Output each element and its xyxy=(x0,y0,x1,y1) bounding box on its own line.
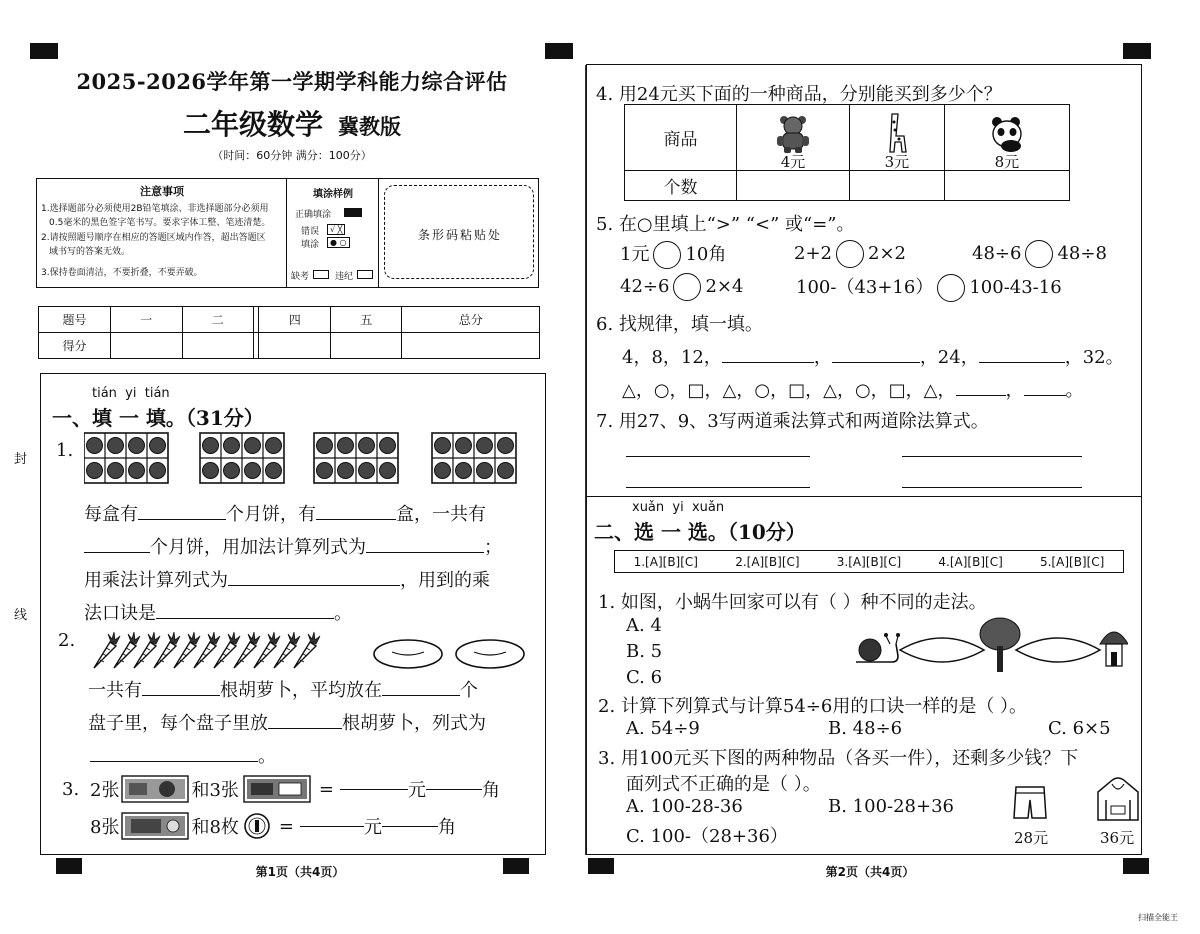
compare-left: 1元 xyxy=(620,244,650,265)
q2-number: 2. xyxy=(58,630,76,651)
hoodie-icon xyxy=(1094,776,1142,824)
compare-item xyxy=(794,240,906,268)
answer-blank[interactable] xyxy=(426,789,482,790)
s2q3-line1: 3. 用100元买下图的两种物品（各买一件），还剩多少钱？下 xyxy=(598,748,1079,769)
answer-option-group[interactable]: 3.[A][B][C] xyxy=(836,554,902,569)
subject-heading xyxy=(52,103,532,143)
answer-blank[interactable] xyxy=(138,519,226,520)
score-header-cell: 题号 xyxy=(39,307,111,333)
score-table xyxy=(38,306,540,359)
answer-blank[interactable] xyxy=(142,695,220,696)
answer-blank[interactable] xyxy=(316,519,396,520)
score-header-cell: 总分 xyxy=(402,307,540,333)
notice-item: 3.保持卷面清洁，不要折叠，不要弄破。 xyxy=(41,268,203,278)
s2q3-option-b: B. 100-28+36 xyxy=(828,796,954,817)
s2q3-option-c: C. 100-（28+36） xyxy=(626,826,788,847)
answer-blank[interactable] xyxy=(90,761,258,762)
binding-text-line: 线 xyxy=(14,608,28,623)
banknote-10jiao-icon xyxy=(243,775,311,803)
q3-line2 xyxy=(90,812,456,840)
goods-bear-cell xyxy=(737,105,850,171)
shorts-icon xyxy=(1012,784,1048,822)
violation-label: 违纪 xyxy=(335,272,354,282)
q2-line2 xyxy=(88,709,486,735)
answer-blank[interactable] xyxy=(366,552,484,553)
binding-text-seal: 封 xyxy=(14,452,28,467)
q3-text: 角 xyxy=(438,817,456,838)
compare-right: 100-43-16 xyxy=(969,277,1062,298)
banknote-5jiao-icon xyxy=(121,812,189,840)
q1-line3 xyxy=(84,566,490,592)
answer-option-group[interactable]: 2.[A][B][C] xyxy=(735,554,800,569)
registration-mark xyxy=(588,858,614,874)
s2q2-text: 2. 计算下列算式与计算54÷6用的口诀一样的是（ ）。 xyxy=(598,696,1028,717)
score-label-cell: 得分 xyxy=(39,333,111,359)
s2q1-option-c: C. 6 xyxy=(626,667,663,688)
notice-item: 0.5毫米的黑色签字笔书写。要求字体工整、笔迹清楚。 xyxy=(49,218,271,228)
correct-fill-label: 正确填涂 xyxy=(295,210,332,220)
compare-right: 2×4 xyxy=(705,276,744,297)
q3-text: 元 xyxy=(364,817,382,838)
notice-box xyxy=(36,178,539,288)
compare-circle[interactable] xyxy=(937,274,965,302)
compare-item xyxy=(620,273,743,301)
section-divider xyxy=(586,496,1142,497)
score-input-cell[interactable] xyxy=(182,333,254,359)
score-header-cell: 五 xyxy=(330,307,402,333)
q2-text: 一共有 xyxy=(88,680,142,701)
q7-text: 7. 用27、9、3写两道乘法算式和两道除法算式。 xyxy=(596,411,989,432)
sequence-text: ，24， xyxy=(919,347,979,368)
edition-label: 冀教版 xyxy=(338,114,402,139)
absent-label: 缺考 xyxy=(291,272,310,282)
giraffe-price: 3元 xyxy=(884,153,910,171)
sequence-text: ，32。 xyxy=(1064,347,1124,368)
q1-text: 个月饼，有 xyxy=(226,504,316,525)
table-row xyxy=(39,333,540,359)
answer-blank[interactable] xyxy=(382,695,460,696)
s2q1-option-a: A. 4 xyxy=(626,615,662,636)
compare-left: 2+2 xyxy=(794,243,832,264)
page-number-2: 第2页（共4页） xyxy=(825,865,915,879)
sequence-text: ， xyxy=(1005,380,1024,401)
barcode-label: 条形码粘贴处 xyxy=(417,228,502,242)
absent-checkbox[interactable] xyxy=(313,270,329,279)
shorts-price: 28元 xyxy=(1014,829,1049,847)
sequence-text: 。 xyxy=(1065,380,1084,401)
section2-title: 二、选 一 选。（10分） xyxy=(594,520,806,544)
s2q1-text: 1. 如图，小蜗牛回家可以有（ ）种不同的走法。 xyxy=(598,592,987,613)
answer-blank[interactable] xyxy=(228,585,400,586)
q3-text: 和8枚 xyxy=(191,817,239,838)
q2-line1 xyxy=(88,676,478,702)
wrong-fill-label: 填涂 xyxy=(301,240,320,250)
q1-text: 每盒有 xyxy=(84,504,138,525)
answer-option-group[interactable]: 1.[A][B][C] xyxy=(633,554,698,569)
q1-text: 个月饼，用加法计算列式为 xyxy=(150,537,366,558)
table-row xyxy=(39,307,540,333)
q1-number: 1. xyxy=(56,440,74,461)
score-header-cell: 一 xyxy=(111,307,183,333)
answer-line[interactable] xyxy=(626,487,810,488)
count-input-cell[interactable] xyxy=(944,171,1069,201)
q2-text: 个 xyxy=(460,680,478,701)
q3-text: 角 xyxy=(482,780,500,801)
q1-text: 。 xyxy=(334,603,352,624)
q3-line1 xyxy=(90,775,500,803)
q2-text: 盘子里，每个盘子里放 xyxy=(88,713,268,734)
coin-1jiao-icon xyxy=(243,812,271,840)
compare-right: 10角 xyxy=(685,244,727,265)
q3-text: = xyxy=(318,778,334,800)
notice-section xyxy=(37,179,287,287)
section1-title: 一、填 一 填。（31分） xyxy=(52,406,264,430)
s2q2-option-b: B. 48÷6 xyxy=(828,718,903,739)
s2q3-option-a: A. 100-28-36 xyxy=(626,796,743,817)
answer-blank[interactable] xyxy=(956,395,1006,396)
barcode-area xyxy=(384,185,534,279)
wrong-fill-label: 错误 xyxy=(301,227,320,237)
registration-mark xyxy=(503,858,529,874)
notice-item: 2.请按照题号顺序在相应的答题区域内作答，超出答题区 xyxy=(41,233,266,243)
correct-fill-sample xyxy=(344,208,362,217)
registration-mark xyxy=(30,43,58,59)
count-input-cell[interactable] xyxy=(737,171,850,201)
answer-line[interactable] xyxy=(626,456,810,457)
s2q1-option-b: B. 5 xyxy=(626,641,663,662)
answer-line[interactable] xyxy=(902,487,1082,488)
q6-text: 6. 找规律，填一填。 xyxy=(596,314,763,335)
compare-circle[interactable] xyxy=(673,273,701,301)
sequence-text: △，○，□，△，○，□，△，○，□，△， xyxy=(622,380,956,401)
subject-title: 二年级数学 xyxy=(182,108,323,141)
registration-mark xyxy=(545,43,573,59)
snail-path-illustration xyxy=(852,614,1128,674)
violation-checkbox[interactable] xyxy=(357,270,373,279)
giraffe-icon xyxy=(882,112,912,154)
page-number-1: 第1页（共4页） xyxy=(255,865,345,879)
table-row xyxy=(625,105,1070,171)
compare-item xyxy=(972,240,1107,268)
q5-row2 xyxy=(620,273,1120,305)
q2-text: 。 xyxy=(258,746,276,767)
q6-sequence2 xyxy=(622,376,1084,402)
carrots-and-plates-illustration xyxy=(92,626,532,674)
q3-text: 2张 xyxy=(90,780,120,801)
answer-blank[interactable] xyxy=(722,362,814,363)
answer-blank[interactable] xyxy=(156,618,334,619)
compare-right: 48÷8 xyxy=(1057,243,1107,264)
score-input-cell[interactable] xyxy=(330,333,402,359)
count-label-cell: 个数 xyxy=(625,171,737,201)
compare-left: 48÷6 xyxy=(972,243,1022,264)
answer-blank[interactable] xyxy=(84,552,150,553)
answer-blank[interactable] xyxy=(340,789,408,790)
panda-icon xyxy=(987,116,1027,154)
score-input-cell[interactable] xyxy=(111,333,183,359)
compare-right: 2×2 xyxy=(868,243,906,264)
q2-line3 xyxy=(90,742,276,768)
compare-circle[interactable] xyxy=(1025,240,1053,268)
q3-text: = xyxy=(278,815,294,837)
teddy-bear-icon xyxy=(775,114,811,154)
q3-number: 3. xyxy=(62,779,80,800)
answer-blank[interactable] xyxy=(979,362,1065,363)
q3-text: 元 xyxy=(408,780,426,801)
answer-blank[interactable] xyxy=(300,826,364,827)
q1-line4 xyxy=(84,599,352,625)
score-input-cell[interactable] xyxy=(402,333,540,359)
q3-text: 8张 xyxy=(90,817,120,838)
section1-pinyin: tián yi tián xyxy=(92,386,170,401)
answer-option-group[interactable]: 5.[A][B][C] xyxy=(1039,554,1105,569)
section2-pinyin: xuǎn yi xuǎn xyxy=(632,500,725,515)
registration-mark xyxy=(56,858,82,874)
wrong-fill-sample: ● ○ xyxy=(327,237,350,248)
compare-left: 100-（43+16） xyxy=(796,277,934,298)
q1-text: ； xyxy=(484,537,502,558)
compare-circle[interactable] xyxy=(653,241,681,269)
q1-text: ，用到的乘 xyxy=(400,570,490,591)
score-input-cell[interactable] xyxy=(259,333,331,359)
banknote-100-icon xyxy=(121,775,189,803)
registration-mark xyxy=(1123,43,1151,59)
answer-blank[interactable] xyxy=(382,826,438,827)
q1-line1 xyxy=(84,500,486,526)
q1-text: 用乘法计算列式为 xyxy=(84,570,228,591)
answer-line[interactable] xyxy=(902,456,1082,457)
panda-price: 8元 xyxy=(994,153,1020,171)
table-row xyxy=(625,171,1070,201)
notice-title: 注意事项 xyxy=(140,185,184,198)
answer-blank[interactable] xyxy=(832,362,920,363)
compare-item xyxy=(620,240,726,269)
time-info: （时间：60分钟 满分：100分） xyxy=(212,149,372,162)
compare-item xyxy=(796,273,1062,302)
compare-left: 42÷6 xyxy=(620,276,670,297)
s2q2-option-a: A. 54÷9 xyxy=(626,718,700,739)
notice-item: 域书写的答案无效。 xyxy=(49,247,131,257)
bear-price: 4元 xyxy=(780,153,806,171)
compare-circle[interactable] xyxy=(836,240,864,268)
score-header-cell: 四 xyxy=(259,307,331,333)
q2-text: 根胡萝卜，列式为 xyxy=(342,713,486,734)
answer-blank[interactable] xyxy=(268,728,342,729)
goods-panda-cell xyxy=(944,105,1069,171)
answer-option-group[interactable]: 4.[A][B][C] xyxy=(938,554,1003,569)
q5-text: 5. 在○里填上“>” “<” 或“=”。 xyxy=(596,214,855,235)
q4-goods-table xyxy=(624,104,1070,201)
sample-title: 填涂样例 xyxy=(313,189,353,200)
q3-text: 和3张 xyxy=(191,780,239,801)
q1-text: 盒，一共有 xyxy=(396,504,486,525)
sequence-text: ， xyxy=(813,347,832,368)
q5-row1 xyxy=(620,240,1120,272)
score-header-cell: 二 xyxy=(182,307,254,333)
scanner-watermark: 扫描全能王 xyxy=(1138,913,1178,922)
s2q2-option-c: C. 6×5 xyxy=(1048,718,1111,739)
sequence-text: 4，8，12， xyxy=(622,347,722,368)
answer-blank[interactable] xyxy=(1024,395,1066,396)
q2-text: 根胡萝卜，平均放在 xyxy=(220,680,382,701)
q4-text: 4. 用24元买下面的一种商品，分别能买到多少个？ xyxy=(596,84,1002,105)
q1-line2 xyxy=(84,533,502,559)
sample-section xyxy=(287,179,379,287)
notice-item: 1.选择题部分必须使用2B铅笔填涂、非选择题部分必须用 xyxy=(41,204,269,214)
goods-giraffe-cell xyxy=(850,105,945,171)
q6-sequence1 xyxy=(622,343,1124,369)
s2q3-line2: 面列式不正确的是（ ）。 xyxy=(626,774,821,795)
exam-title: 2025-2026学年第一学期学科能力综合评估 xyxy=(76,69,508,94)
registration-mark xyxy=(1123,858,1149,874)
hoodie-price: 36元 xyxy=(1100,829,1135,847)
wrong-fill-sample: √ ╳ xyxy=(327,224,345,235)
count-input-cell[interactable] xyxy=(850,171,945,201)
goods-label-cell: 商品 xyxy=(625,105,737,171)
mooncake-boxes-illustration xyxy=(84,431,524,487)
q1-text: 法口诀是 xyxy=(84,603,156,624)
answer-sheet-strip xyxy=(614,550,1124,573)
